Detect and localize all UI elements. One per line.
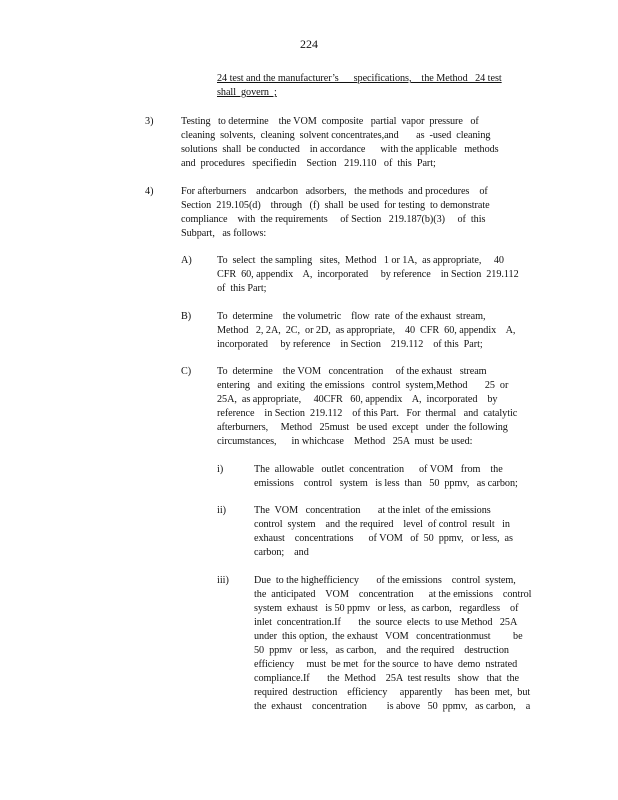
clause-text-line: The allowable outlet concentration of VOM from the [254,464,503,475]
clause-text-line: under this option, the exhaust VOM concentrationmust be [254,631,523,642]
subitem-text-line: To select the sampling sites, Method 1 or 1A, as appropriate, 40 [217,255,504,266]
clause-label: iii) [217,575,229,586]
clause-text-line: carbon; and [254,547,309,558]
item-text-line: For afterburners andcarbon adsorbers, the methods and procedures of [181,186,488,197]
clause-text-line: the anticipated VOM concentration at the emissions control [254,589,532,600]
clause-text-line: inlet concentration.If the source elects to use Method 25A [254,617,518,628]
item-text-line: and procedures specifiedin Section 219.110 of this Part; [181,158,436,169]
clause-text-line: required destruction efficiency apparently has been met, but [254,687,531,698]
item-label: 4) [145,186,154,197]
subitem-text-line: entering and exiting the emissions control system,Method 25 or [217,380,509,391]
item-text-line: Testing to determine the VOM composite partial vapor pressure of [181,116,479,127]
subitem-text-line: To determine the VOM concentration of the exhaust stream [217,366,487,377]
clause-text-line: compliance.If the Method 25A test results show that the [254,673,519,684]
subitem-text-line: CFR 60, appendix A, incorporated by reference in Section 219.112 [217,269,519,280]
clause-text-line: control system and the required level of control result in [254,519,510,530]
clause-text-line: efficiency must be met for the source to have demo nstrated [254,659,518,670]
item-text-line: compliance with the requirements of Section 219.187(b)(3) of this [181,214,486,225]
clause-text-line: 50 ppmv or less, as carbon, and the required destruction [254,645,509,656]
clause-label: ii) [217,505,227,516]
subitem-label: C) [181,366,192,377]
clause-text-line: emissions control system is less than 50 ppmv, as carbon; [254,478,518,489]
subitem-text-line: incorporated by reference in Section 219.112 of this Part; [217,339,483,350]
subitem-text-line: 25A, as appropriate, 40CFR 60, appendix A, incorporated by [217,394,498,405]
clause-text-line: Due to the highefficiency of the emissions control system, [254,575,516,586]
subitem-text-line: of this Part; [217,283,267,294]
item-label: 3) [145,116,154,127]
clause-label: i) [217,464,224,475]
subitem-text-line: reference in Section 219.112 of this Part. For thermal and catalytic [217,408,518,419]
item-text-line: Subpart, as follows: [181,228,267,239]
continuation-line: shall govern ; [217,87,277,98]
subitem-text-line: Method 2, 2A, 2C, or 2D, as appropriate, 40 CFR 60, appendix A, [217,325,516,336]
page-number: 224 [300,37,318,51]
subitem-text-line: afterburners, Method 25must be used except under the following [217,422,508,433]
clause-text-line: exhaust concentrations of VOM of 50 ppmv, or less, as [254,533,513,544]
subitem-label: A) [181,255,192,266]
clause-text-line: The VOM concentration at the inlet of the emissions [254,505,491,516]
subitem-text-line: To determine the volumetric flow rate of the exhaust stream, [217,311,486,322]
subitem-label: B) [181,311,192,322]
item-text-line: cleaning solvents, cleaning solvent concentrates,and as -used cleaning [181,130,491,141]
clause-text-line: the exhaust concentration is above 50 ppmv, as carbon, a [254,701,531,712]
item-text-line: solutions shall be conducted in accordance with the applicable methods [181,144,499,155]
clause-text-line: system exhaust is 50 ppmv or less, as carbon, regardless of [254,603,519,614]
item-text-line: Section 219.105(d) through (f) shall be used for testing to demonstrate [181,200,490,211]
continuation-line: 24 test and the manufacturer’s specifications, the Method 24 test [217,73,502,84]
subitem-text-line: circumstances, in whichcase Method 25A must be used: [217,436,473,447]
